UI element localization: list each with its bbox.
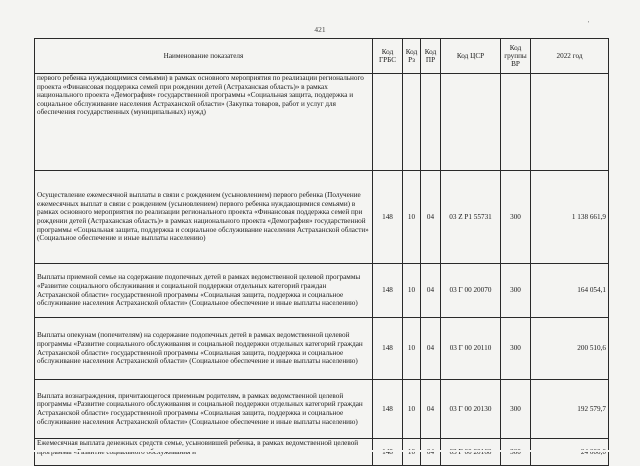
csr-code: 03 Г 00 20070: [441, 264, 501, 318]
indicator-name: Выплаты приемной семье на содержание подопечных детей в рамках ведомственной целевой программы «Развитие социального обслуживания и социальной поддержки отдельных категорий граждан Астраханской области» государственной программы «Социальная защита, поддержка и социальное обслуживание населения Астраханской области» (Социальное обеспечение и иные выплаты населению): [35, 264, 373, 318]
header-indicator-name: Наименование показателя: [35, 39, 373, 74]
table-row: [35, 74, 609, 171]
table-row: [35, 318, 609, 380]
header-year-2022: 2022 год: [531, 39, 609, 74]
rz-code: 10: [403, 380, 421, 439]
amount-2022: 192 579,7: [531, 380, 609, 439]
vr-code: [501, 74, 531, 171]
csr-code: 03 Z P1 55731: [441, 171, 501, 264]
csr-code: [441, 74, 501, 171]
header-grbs-code: Код ГРБС: [373, 39, 403, 74]
indicator-name: первого ребенка нуждающимися семьями) в рамках основного мероприятия по реализации регионального проекта «Финансовая поддержка семей при рождении детей (Астраханская область)» в рамках национального проекта «Демография» государственной программы «Социальная защита, поддержка и социальное обслуживание населения Астраханской области» (Закупка товаров, работ и услуг для обеспечения государственных (муниципальных) нужд): [35, 74, 373, 171]
amount-2022: [531, 74, 609, 171]
indicator-name: Ежемесячная выплата денежных средств семье, усыновившей ребенка, в рамках ведомственной целевой: [35, 439, 373, 466]
csr-code: 03 Г 00 20110: [441, 318, 501, 380]
grbs-code: 148: [373, 318, 403, 380]
header-pr-code: Код ПР: [421, 39, 441, 74]
rz-code: 10: [403, 171, 421, 264]
grbs-code: 148: [373, 380, 403, 439]
indicator-name: Осуществление ежемесячной выплаты в связи с рождением (усыновлением) первого ребенка (Получение ежемесячных выплат в связи с рождением (усыновлением) первого ребенка нуждающимися семьями) в рамках основного мероприятия по реализации регионального проекта «Финансовая поддержка семей при рождении детей (Астраханская область)» в рамках национального проекта «Демография» государственной программы «Социальная защита, поддержка и социальное обслуживание населения Астраханской области» (Социальное обеспечение и иные выплаты населению): [35, 171, 373, 264]
header-csr-code: Код ЦСР: [441, 39, 501, 74]
table-header-row: [35, 39, 609, 74]
budget-table: [34, 38, 609, 466]
amount-2022: 1 138 661,9: [531, 171, 609, 264]
vr-code: 300: [501, 380, 531, 439]
pr-code: [421, 74, 441, 171]
header-vr-code: Код группы ВР: [501, 39, 531, 74]
grbs-code: 148: [373, 264, 403, 318]
vr-code: [501, 439, 531, 466]
csr-code: [441, 439, 501, 466]
pr-code: 04: [421, 380, 441, 439]
indicator-name: Выплаты опекунам (попечителям) на содержание подопечных детей в рамках ведомственной целевой программы «Развитие социального обслуживания и социальной поддержки отдельных категорий граждан Астраханской области» государственной программы «Социальная защита, поддержка и социальное обслуживание населения Астраханской области» (Социальное обеспечение и иные выплаты населению): [35, 318, 373, 380]
pr-code: 04: [421, 171, 441, 264]
pr-code: 04: [421, 318, 441, 380]
rz-code: [403, 439, 421, 466]
corner-mark: ': [588, 20, 590, 28]
header-rz-code: Код Рз: [403, 39, 421, 74]
grbs-code: [373, 74, 403, 171]
amount-2022: [531, 439, 609, 466]
indicator-name: Выплата вознаграждения, причитающегося приемным родителям, в рамках ведомственной целевой программы «Развитие социального обслуживания и социальной поддержки отдельных категорий граждан Астраханской области» государственной программы «Социальная защита, поддержка и социальное обслуживание населения Астраханской области» (Социальное обеспечение и иные выплаты населению): [35, 380, 373, 439]
vr-code: 300: [501, 318, 531, 380]
amount-2022: 200 510,6: [531, 318, 609, 380]
grbs-code: [373, 439, 403, 466]
page-number: 421: [314, 25, 326, 34]
table-row: [35, 439, 609, 466]
rz-code: [403, 74, 421, 171]
rz-code: 10: [403, 264, 421, 318]
vr-code: 300: [501, 171, 531, 264]
pr-code: [421, 439, 441, 466]
rz-code: 10: [403, 318, 421, 380]
table-row: [35, 380, 609, 439]
amount-2022: 164 054,1: [531, 264, 609, 318]
table-row: [35, 171, 609, 264]
table-row: [35, 264, 609, 318]
csr-code: 03 Г 00 20130: [441, 380, 501, 439]
pr-code: 04: [421, 264, 441, 318]
vr-code: 300: [501, 264, 531, 318]
grbs-code: 148: [373, 171, 403, 264]
